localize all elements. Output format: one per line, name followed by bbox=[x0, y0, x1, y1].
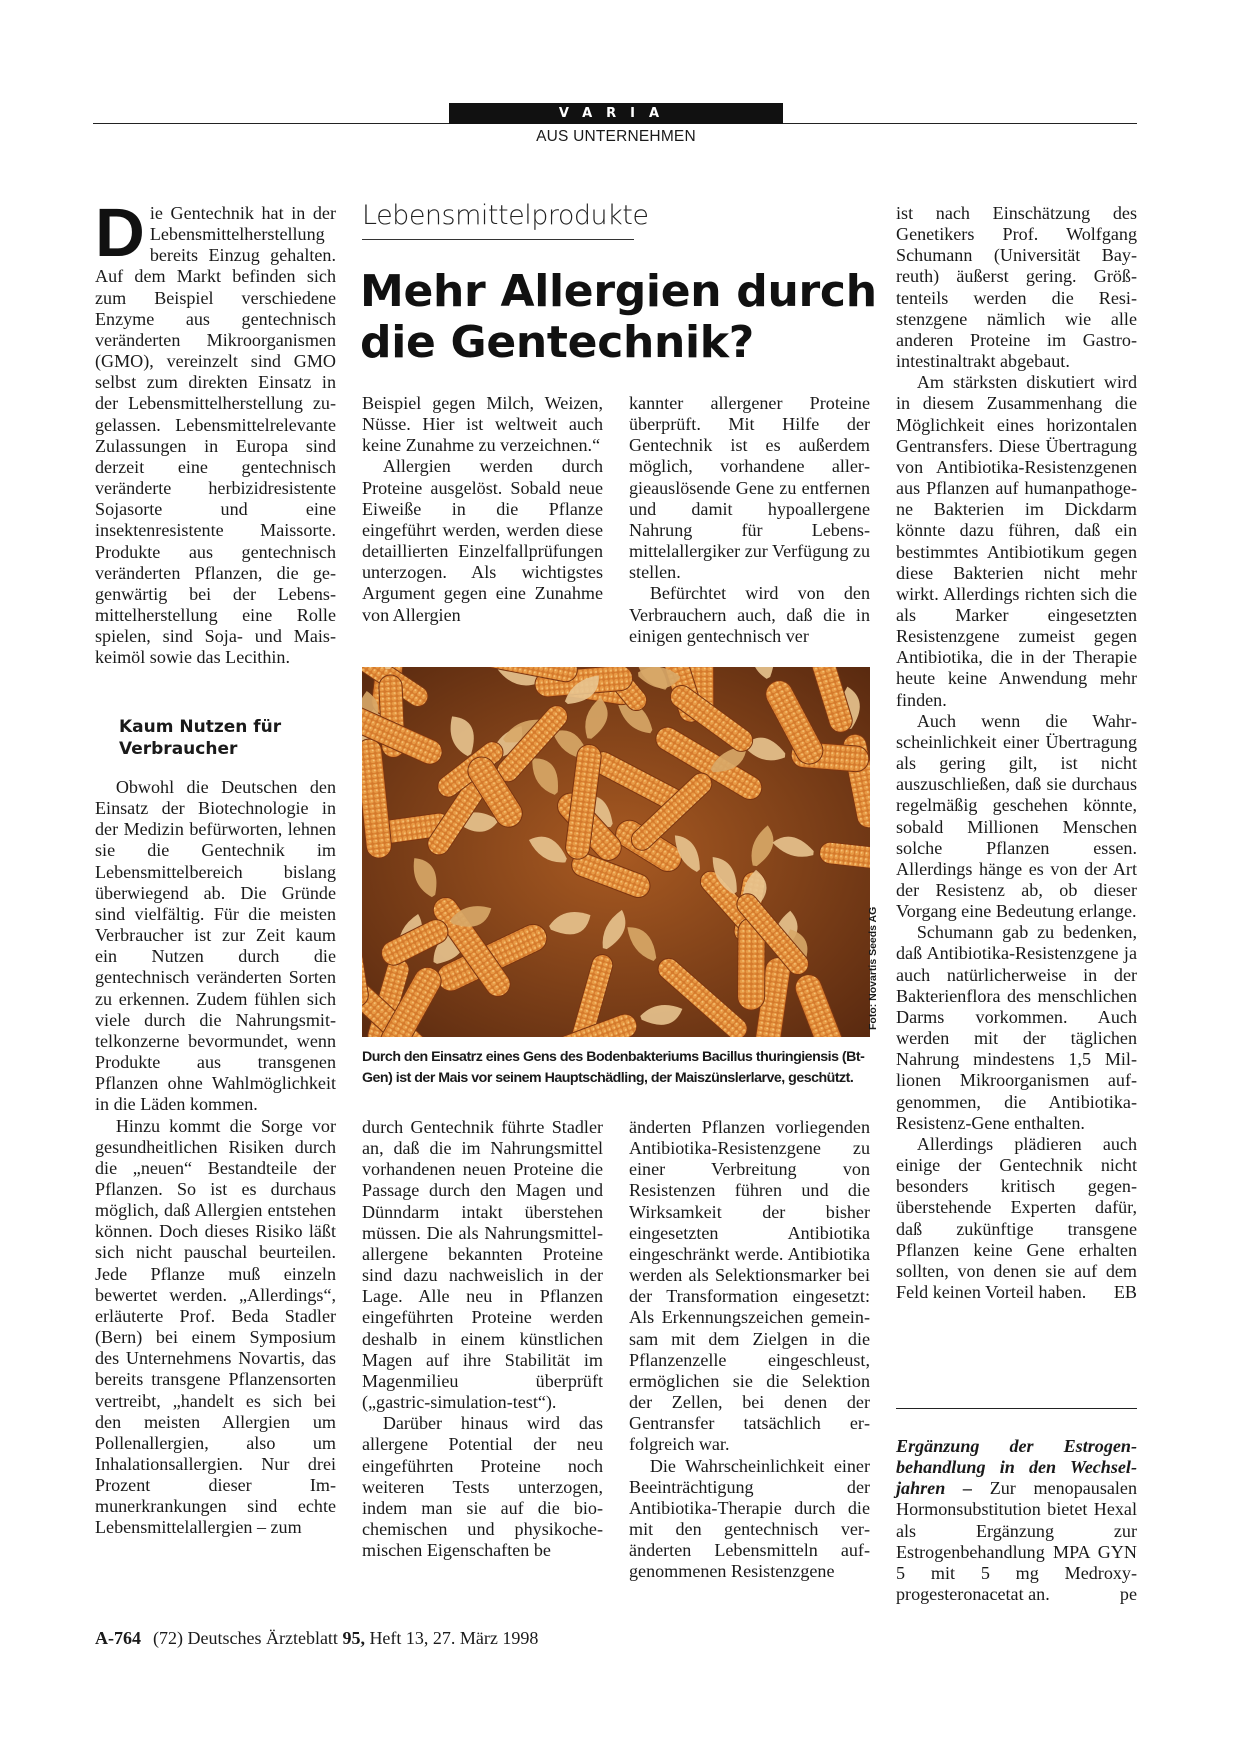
volume: 95, bbox=[342, 1628, 365, 1648]
notice-paragraph bbox=[896, 1436, 1137, 1605]
notice-signature: pe bbox=[1119, 1584, 1137, 1605]
column-3-top bbox=[629, 393, 870, 647]
notice-separator bbox=[896, 1408, 1137, 1409]
paragraph: Auch wenn die Wahrscheinlichkeit einer Übertragung als gering gilt, ist nicht auszuschließen, daß sie durchaus regelmäßig geschehen könnte, sobald Millionen Menschen solche Pflanzen essen. Allerdings hänge es von der Art der Resistenz ab, ob dieser Vorgang eine Bedeutung erlange. bbox=[896, 710, 1137, 922]
paragraph-text: Allerdings plädieren auch einige der Gentechnik nicht besonders kritisch gegenüberstehende Experten dafür, daß zukünftige transgene Pflanzen keine Gene erhalten sollten, von denen sie auf dem Feld keinen Vorteil haben. bbox=[896, 1133, 1137, 1302]
paragraph: kannter allergener Proteine überprüft. Mit Hilfe der Gentechnik ist es außerdem möglich, vorhandene allergieauslösende Gene zu entfernen und damit hypoallergene Nahrung für Lebensmittelallergiker zur Verfügung zu stellen. bbox=[629, 393, 871, 583]
citation-post: Heft 13, 27. März 1998 bbox=[364, 1628, 539, 1648]
column-2-bottom bbox=[362, 1117, 603, 1561]
column-4 bbox=[896, 203, 1137, 1303]
subheading: Kaum Nutzen für Verbraucher bbox=[119, 717, 282, 759]
kicker: Lebensmittelprodukte bbox=[362, 200, 649, 231]
paragraph: durch Gentechnik führte Stadler an, daß die im Nahrungsmittel vorhandenen neuen Proteine die Passage durch den Magen und Dünndarm intakt überstehen müssen. Die als Nahrungsmittelallergene bekannten Proteine sind dazu nachweislich in der Lage. Alle neu in Pflanzen eingeführten Proteine werden deshalb in einem künstlichen Magen auf ihre Stabilität im Magenmilieu überprüft („gastric-simulation-test“). bbox=[362, 1117, 603, 1413]
paragraph: Obwohl die Deutschen den Einsatz der Biotechnologie in der Medizin befürworten, lehnen sie die Gentechnik im Lebensmittelbereich bislang überwiegend ab. Die Gründe sind vielfältig. Für die meisten Verbraucher ist zur Zeit kaum ein Nutzen durch die gentechnisch veränderten Sorten zu erkennen. Zudem fühlen sich viele durch die Nahrungsmittelkonzerne bevormundet, wenn Produkte aus transgenen Pflanzen ohne Wahlmöglichkeit in die Läden kommen. bbox=[95, 777, 336, 1115]
headline: Mehr Allergien durch die Gentechnik? bbox=[360, 266, 877, 368]
paragraph bbox=[896, 1134, 1137, 1303]
paragraph: Allergien werden durch Proteine ausgelöst. Sobald neue Eiweiße in die Pflanze eingeführt werden, werden diese detaillierten Einzelfallprüfungen unterzogen. Als wichtigstes Argument gegen eine Zunahme von Allergien bbox=[362, 456, 603, 625]
notice-title: Ergänzung der Estrogenbehandlung in den Wechseljahren – bbox=[896, 1436, 1137, 1499]
intro-text: ie Gentechnik hat in der Lebensmittelherstellung bereits Einzug gehalten. Auf dem Markt befinden sich zum Beispiel verschiedene Enzyme aus gentechnisch veränderten Mikroorganismen (GMO), vereinzelt sind GMO selbst zum direkten Einsatz in der Lebensmittelherstellung zugelassen. Lebensmittelrelevante Zulassungen in Europa sind derzeit eine gentechnisch veränderte herbizidresistente Sojasorte und eine insektenresistente Maissorte. Produkte aus gentechnisch veränderten Pflanzen, die gegenwärtig bei der Lebensmittelherstellung eine Rolle spielen, sind Soja- und Maiskeimöl sowie das Lecithin. bbox=[95, 203, 336, 668]
paragraph: Schumann gab zu bedenken, daß Antibiotika-Resistenzgene ja auch natürlicherweise in der Bakterienflora des menschlichen Darms vorkommen. Auch werden mit der täglichen Nahrung mindestens 1,5 Millionen Mikroorganismen aufgenommen, die Antibiotika-Resistenz-Gene enthalten. bbox=[896, 922, 1137, 1133]
photo-caption: Durch den Einsatrz eines Gens des Bodenbakteriums Bacillus thuringiensis (Bt-Gen) ist der Mais vor seinem Hauptschädling, der Maiszünslerlarve, geschützt. bbox=[362, 1049, 865, 1086]
notice-body: Zur menopausalen Hormonsubstitution bietet Hexal als Ergänzung zur Estrogenbehandlung MPA GYN 5 mit 5 mg Medroxyprogesteronacetat an. bbox=[896, 1478, 1138, 1605]
paragraph: Darüber hinaus wird das allergene Potential der neu eingeführten Proteine noch weiteren Tests unterzogen, indem man sie auf die biochemischen und physikochemischen Eigenschaften be bbox=[362, 1413, 603, 1561]
paragraph: Befürchtet wird von den Verbrauchern auch, daß die in einigen gentechnisch ver bbox=[629, 583, 870, 646]
photo-credit: Foto: Novartis Seeds AG bbox=[867, 906, 879, 1030]
section-subtitle: AUS UNTERNEHMEN bbox=[536, 128, 696, 145]
paragraph: Am stärksten diskutiert wird in diesem Zusammenhang die Möglichkeit eines horizontalen Gentransfers. Diese Übertragung von Antibiotika-Resistenzgenen aus Pflanzen auf humanpathogene Bakterien im Dickdarm könnte dazu führen, daß ein bestimmtes Antibiotikum gegen diese Bakterien nicht mehr wirkt. Allerdings richten sich die als Marker eingesetzten Resistenzgene zumeist gegen Antibiotika, die in der Therapie heute keine Anwendung mehr finden. bbox=[896, 372, 1137, 710]
page-footer bbox=[95, 1628, 538, 1649]
product-notice bbox=[896, 1436, 1137, 1605]
paragraph: Beispiel gegen Milch, Weizen, Nüsse. Hier ist weltweit auch keine Zunahme zu verzeichnen.“ bbox=[362, 393, 603, 456]
corn-photo bbox=[362, 667, 870, 1037]
kicker-underline bbox=[362, 239, 634, 240]
paragraph: Die Wahrscheinlichkeit einer Beeinträchtigung der Antibiotika-Therapie durch die mit den gentechnisch veränderten Lebensmitteln aufgenommenen Resistenzgene bbox=[629, 1455, 870, 1582]
column-1-body bbox=[95, 777, 336, 1539]
column-2-top bbox=[362, 393, 603, 626]
paragraph: Hinzu kommt die Sorge vor gesundheitlichen Risiken durch die „neuen“ Bestandteile der Pflanzen. So ist es durchaus möglich, daß Allergien entstehen können. Doch dieses Risiko läßt sich nicht pauschal beurteilen. Jede Pflanze muß einzeln bewertet werden. „Allerdings“, erläuterte Prof. Beda Stadler (Bern) bei einem Symposium des Unternehmens Novartis, das bereits transgene Pflanzensorten vertreibt, „handelt es sich bei den meisten Allergien um Pollenallergien, also um Inhalationsallergien. Nur drei Prozent dieser Immunerkrankungen sind echte Lebensmittelallergien – zum bbox=[95, 1115, 336, 1538]
author-signature: EB bbox=[1113, 1281, 1137, 1302]
citation-pre: (72) Deutsches Ärzteblatt bbox=[153, 1628, 343, 1648]
page-number: A-764 bbox=[95, 1628, 141, 1648]
drop-cap: D bbox=[95, 194, 145, 271]
paragraph: änderten Pflanzen vorliegenden Antibiotika-Resistenzgene zu einer Verbreitung von Resistenzen führen und die Wirksamkeit der bisher eingesetzten Antibiotika eingeschränkt werde. Antibiotika werden als Selektionsmarker bei der Transformation eingesetzt: Als Erkennungszeichen gemeinsam mit dem Zielgen in die Pflanzenzelle eingeschleust, ermöglichen sie die Selektion der Zellen, bei denen der Gentransfer tatsächlich erfolgreich war. bbox=[629, 1117, 870, 1455]
corn-cobs-illustration bbox=[362, 667, 870, 1037]
column-1-intro bbox=[95, 194, 336, 668]
paragraph: ist nach Einschätzung des Genetikers Prof. Wolfgang Schumann (Universität Bayreuth) äußerst gering. Größtenteils werden die Resistenzgene nämlich wie alle anderen Proteine im Gastrointestinaltrakt abgebaut. bbox=[896, 203, 1137, 372]
section-rubric: VARIA bbox=[449, 103, 783, 124]
column-3-bottom bbox=[629, 1117, 870, 1582]
